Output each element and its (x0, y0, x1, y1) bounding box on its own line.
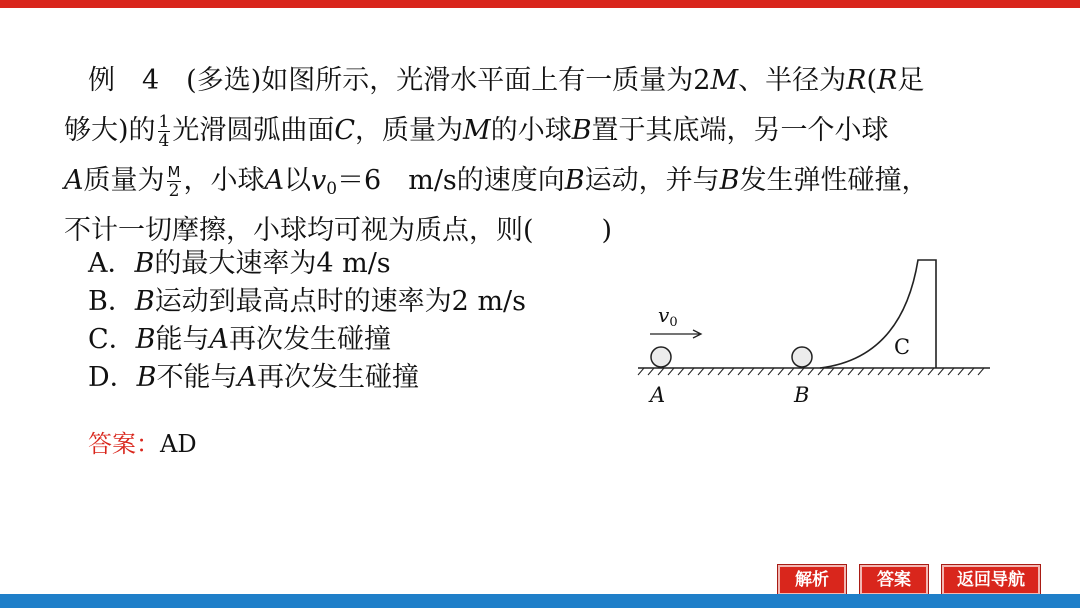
velocity-arrow (650, 330, 701, 338)
bottom-accent-bar (0, 594, 1080, 608)
back-navigation-button[interactable]: 返回导航 (942, 565, 1040, 595)
problem-line-2 (64, 106, 1024, 156)
option-text: 的最大速率为4 m/s (154, 248, 391, 279)
problem-statement (64, 56, 1024, 256)
option-b (88, 283, 526, 321)
option-letter: B． (88, 286, 135, 317)
var-A: A (237, 362, 257, 393)
option-text: 再次发生碰撞 (257, 362, 419, 393)
fraction-one-quarter (158, 113, 171, 150)
answer-value: AD (160, 430, 197, 458)
text-run: ( (866, 65, 877, 96)
subscript-0: 0 (326, 179, 338, 199)
var-B: B (564, 165, 585, 196)
text-run: 质量为 (83, 165, 165, 196)
option-letter: C． (88, 324, 136, 355)
ball-a (651, 347, 671, 367)
velocity-label: $v_0$ (658, 303, 678, 330)
answer-line (88, 428, 197, 460)
var-B: B (134, 248, 155, 279)
var-B: B (135, 324, 156, 355)
var-C: C (334, 115, 356, 146)
option-text: 能与 (155, 324, 210, 355)
var-A: A (64, 165, 84, 196)
var-B: B (571, 115, 592, 146)
text-run: 、半径为 (738, 65, 847, 96)
problem-line-1 (64, 56, 1024, 106)
text-run: 置于其底端，另一个小球 (591, 115, 889, 146)
text-run: 以 (283, 165, 311, 196)
answer-button[interactable]: 答案 (860, 565, 928, 595)
top-accent-bar (0, 0, 1080, 8)
var-v: v (310, 165, 327, 196)
option-c (88, 321, 526, 359)
text-run: 发生弹性碰撞， (739, 165, 929, 196)
label-b: B (794, 383, 810, 407)
label-c: C (894, 335, 911, 359)
var-M: M (710, 65, 739, 96)
text-run: 够大)的 (64, 115, 156, 146)
var-B: B (136, 362, 157, 393)
fraction-m-over-2 (167, 163, 182, 200)
text-run: 不计一切摩擦，小球均可视为质点，则( (64, 215, 534, 246)
var-A: A (209, 324, 230, 355)
curved-surface-c (820, 260, 936, 368)
text-run: 运动，并与 (584, 165, 720, 196)
option-letter: D． (88, 362, 137, 393)
var-R: R (876, 65, 898, 96)
text-run: ＝6 m/s的速度向 (337, 165, 565, 196)
text-run: 光滑圆弧曲面 (172, 115, 335, 146)
option-letter: A． (88, 248, 135, 279)
option-text: 不能与 (156, 362, 238, 393)
var-R: R (846, 65, 867, 96)
text-run: ，小球 (183, 165, 265, 196)
var-B: B (719, 165, 740, 196)
physics-diagram (630, 250, 1010, 420)
fraction-numerator: M (167, 163, 181, 181)
var-M: M (463, 115, 491, 146)
option-text: 运动到最高点时的速率为2 m/s (154, 286, 527, 317)
answer-label: 答案： (88, 430, 160, 458)
text-run: 的小球 (490, 115, 572, 146)
var-B: B (134, 286, 155, 317)
text-run: 例 4 (多选)如图所示，光滑水平面上有一质量为2 (88, 65, 711, 96)
fraction-denominator: 4 (158, 131, 170, 151)
option-d (88, 359, 526, 397)
hatched-ground (638, 368, 990, 375)
var-A: A (264, 165, 284, 196)
fraction-numerator: 1 (158, 112, 170, 132)
text-run: ) (601, 215, 613, 246)
option-a (88, 245, 526, 283)
text-run: 足 (897, 65, 925, 96)
options-list (88, 245, 526, 397)
ball-b (792, 347, 812, 367)
problem-line-3 (64, 156, 1024, 206)
text-run: ，质量为 (355, 115, 464, 146)
option-text: 再次发生碰撞 (229, 324, 392, 355)
analysis-button[interactable]: 解析 (778, 565, 846, 595)
fraction-denominator: 2 (168, 181, 180, 201)
label-a: A (650, 383, 666, 407)
